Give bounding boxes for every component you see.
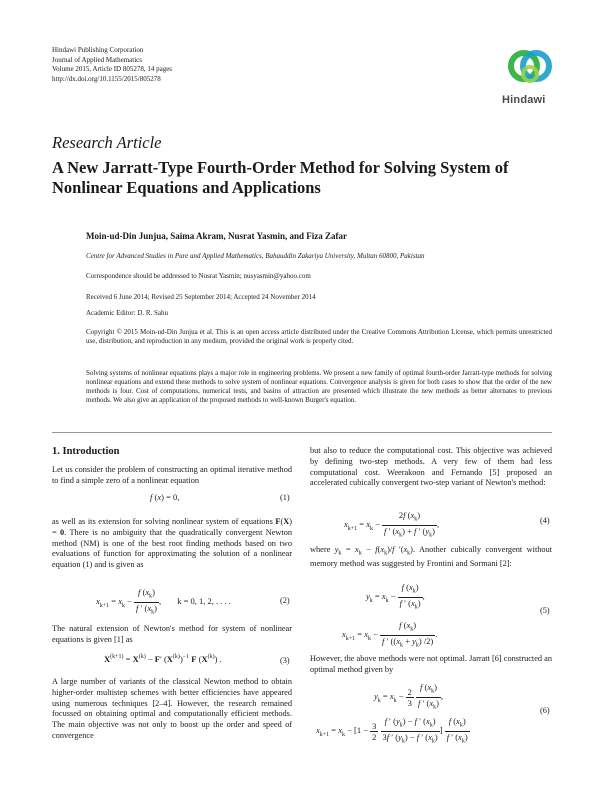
equation-6b: $x_{k+1} = x_k - [1$ − $\frac{3}{2}$ $\frac{f ' (y_k) - f ' (x_k)}{3f ' (y_k) - f ' (x_k)}$ ] $\frac{f (x_k)}{f ' (x_k)}$	[316, 716, 468, 745]
academic-editor: Academic Editor: D. R. Sahu	[86, 309, 169, 317]
equation-4-number: (4)	[540, 516, 550, 525]
volume-info: Volume 2015, Article ID 805278, 14 pages	[52, 65, 173, 73]
equation-5-number: (5)	[540, 606, 550, 615]
doi-link[interactable]: http://dx.doi.org/10.1155/2015/805278	[52, 74, 161, 83]
equation-2: $x_{k+1} = x_k$ − $\frac{f (x_k)}{f ' (x_k)}$ , k = 0, 1, 2, . . . .	[96, 587, 231, 616]
divider	[52, 432, 552, 433]
affiliation: Centre for Advanced Studies in Pure and Applied Mathematics, Bahauddin Zakariya University, Multan 60800, Pakistan	[86, 252, 425, 260]
journal-header	[52, 46, 312, 84]
section-heading-introduction: 1. Introduction	[52, 446, 120, 457]
k-range: k = 0, 1, 2, . . . .	[177, 596, 231, 607]
intro-paragraph-4: A large number of variants of the classical Newton method to obtain higher-order multistep schemes with better efficiencies have appeared using numerous techniques [2–4]. However, the research remained focussed on obtaining optimal and computationally efficient methods. The main objective was not only to boost up the order and speed of convergence	[52, 677, 292, 740]
intro-paragraph-2: as well as its extension for solving nonlinear system of equations F(X) = 0. There is no ambiguity that the quadratically convergent Newton method (NM) is one of the best root finding methods based on two evaluations of function for approximating the solution of a nonlinear equation (1) and is given as	[52, 517, 292, 570]
article-type: Research Article	[52, 133, 162, 152]
right-paragraph-3: However, the above methods were not optimal. Jarratt [6] constructed an optimal method given by	[310, 654, 552, 674]
equation-1: f (x) = 0,	[150, 492, 180, 502]
logo-wordmark: Hindawi	[502, 94, 546, 106]
intro-paragraph-3: The natural extension of Newton's method for system of nonlinear equations is given [1] as	[52, 624, 292, 644]
copyright: Copyright © 2015 Moin-ud-Din Junjua et al. This is an open access article distributed under the Creative Commons Attribution License, which permits unrestricted use, distribution, and reproduction in any medium, provided the original work is properly cited.	[86, 328, 552, 345]
intro-paragraph-1: Let us consider the problem of constructing an optimal iterative method to find a simple zero of a nonlinear equation	[52, 465, 292, 485]
dates: Received 6 June 2014; Revised 25 September 2014; Accepted 24 November 2014	[86, 293, 316, 301]
equation-5b: $x_{k+1} = x_k$ − $\frac{f (x_k)}{f ' ((x_k + y_k) /2)}$ .	[342, 620, 438, 649]
right-paragraph-2: where $y_k = x_k - f(x_k)/f$ $'(x_k)$. Another cubically convergent without memory method was suggested by Frontini and Sormani [2]:	[310, 545, 553, 569]
equation-1-number: (1)	[280, 493, 290, 502]
abstract: Solving systems of nonlinear equations plays a major role in engineering problems. We present a new family of optimal fourth-order Jarratt-type methods for solving nonlinear equations and extend these methods to solve system of nonlinear equations. Convergence analysis is given for both cases to show that the order of the new methods is four. Cost of computations, numerical tests, and basins of attraction are presented which illustrate the new methods as better alternates to previous methods. We also give an application of the proposed methods to well-known Burger's equation.	[86, 369, 552, 404]
publisher: Hindawi Publishing Corporation	[52, 46, 144, 54]
equation-6a: $y_k = x_k$ − $\frac{2}{3}$ $\frac{f (x_k)}{f ' (x_k)}$ ,	[374, 682, 444, 711]
equation-4: $x_{k+1} = x_k$ − $\frac{2f (x_k)}{f ' (x_k) + f ' (y_k)}$ ,	[344, 510, 440, 539]
correspondence: Correspondence should be addressed to Nusrat Yasmin; nusyasmin@yahoo.com	[86, 272, 311, 280]
journal-name: Journal of Applied Mathematics	[52, 55, 143, 64]
equation-3: $X^{(k+1)} = X^{(k)} - F'$ $(X^{(k)})^{-1}$ F $(X^{(k)})$ .	[104, 654, 222, 664]
equation-6-number: (6)	[540, 706, 550, 715]
right-paragraph-1: but also to reduce the computational cost. This objective was achieved by defining two-step methods. A very few of them had less computational cost. Weerakoon and Fernando [5] proposed an accelerated cubically convergent two-step variant of Newton's method:	[310, 446, 552, 488]
equation-3-number: (3)	[280, 656, 290, 665]
equation-5a: $y_k = x_k$ − $\frac{f (x_k)}{f ' (x_k)}$ ,	[366, 582, 425, 611]
page-title: A New Jarratt-Type Fourth-Order Method for Solving System of Nonlinear Equations and Applications	[52, 158, 509, 197]
authors: Moin-ud-Din Junjua, Saima Akram, Nusrat Yasmin, and Fiza Zafar	[86, 231, 347, 241]
equation-2-number: (2)	[280, 596, 290, 605]
